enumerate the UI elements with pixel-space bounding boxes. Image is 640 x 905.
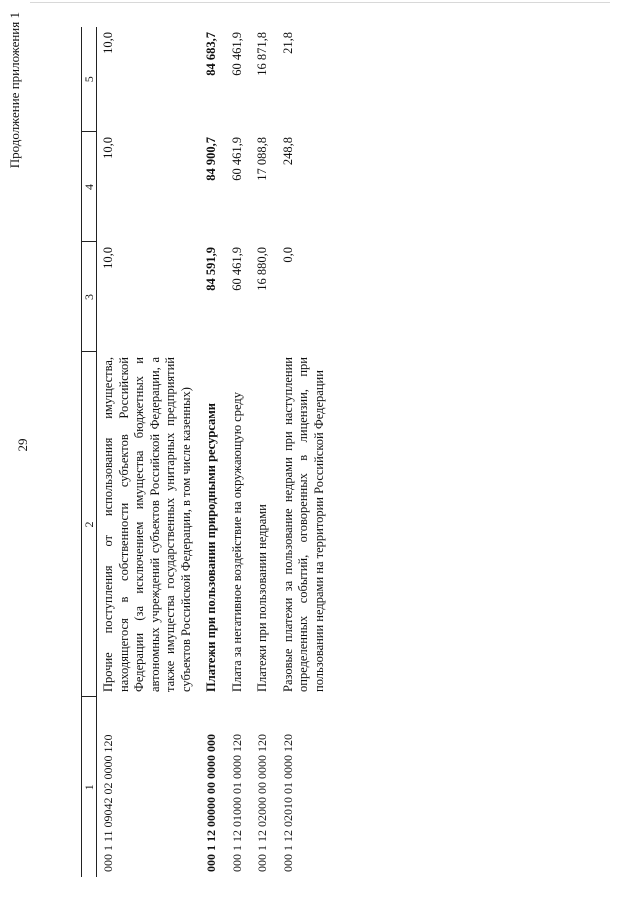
column-header: 1 xyxy=(82,697,97,877)
rotated-sheet xyxy=(7,0,633,905)
value-col3-cell: 0,0 xyxy=(280,247,295,263)
value-col5-cell: 16 871,8 xyxy=(255,32,269,76)
value-col5-cell: 21,8 xyxy=(280,32,295,54)
budget-code-cell: 000 1 12 02000 00 0000 120 xyxy=(255,734,269,872)
value-col3-cell: 84 591,9 xyxy=(204,247,218,291)
revenue-table xyxy=(81,27,333,877)
continuation-header: Продолжение приложения 1 xyxy=(7,12,22,169)
value-col3-cell: 16 880,0 xyxy=(255,247,269,291)
description-cell: Плата за негативное воздействие на окружающую среду xyxy=(229,392,244,692)
budget-code-cell: 000 1 12 00000 00 0000 000 xyxy=(204,734,218,872)
value-col4-cell: 84 900,7 xyxy=(204,137,218,181)
column-header: 3 xyxy=(82,242,97,352)
value-col5-cell: 10,0 xyxy=(101,32,115,54)
value-col3-cell: 10,0 xyxy=(101,247,115,269)
description-cell: Платежи при пользовании природными ресурсами xyxy=(204,403,218,692)
table-row xyxy=(97,27,201,877)
page-number: 29 xyxy=(15,438,30,452)
table-header xyxy=(82,27,97,877)
value-col3-cell: 60 461,9 xyxy=(229,247,244,291)
table-row xyxy=(277,27,334,877)
value-col5-cell: 60 461,9 xyxy=(229,32,244,76)
budget-code-cell: 000 1 12 01000 01 0000 120 xyxy=(229,734,244,872)
description-cell: Разовые платежи за пользование недрами при наступлении определенных событий, оговоренных в лицензии, при пользовании недрами на территории Российской Федерации xyxy=(280,357,326,692)
description-cell: Прочие поступления от использования имущества, находящегося в собственности субъектов Российской Федерации (за исключением имущества бюджетных и автономных учреждений субъектов Российской Федерации, а также имущества государственных унитарных предприятий субъектов Российской Федерации, в том числе казенных) xyxy=(101,357,193,692)
budget-code-cell: 000 1 12 02010 01 0000 120 xyxy=(280,734,295,872)
table-row xyxy=(251,27,277,877)
description-cell: Платежи при пользовании недрами xyxy=(255,504,269,692)
column-header: 2 xyxy=(82,352,97,697)
table-row xyxy=(200,27,226,877)
budget-code-cell: 000 1 11 09042 02 0000 120 xyxy=(101,734,115,872)
value-col4-cell: 10,0 xyxy=(101,137,115,159)
column-header: 5 xyxy=(82,27,97,132)
value-col4-cell: 248,8 xyxy=(280,137,295,166)
value-col4-cell: 60 461,9 xyxy=(229,137,244,181)
table-body xyxy=(97,27,334,877)
table-row xyxy=(226,27,252,877)
column-header: 4 xyxy=(82,132,97,242)
value-col5-cell: 84 683,7 xyxy=(204,32,218,76)
value-col4-cell: 17 088,8 xyxy=(255,137,269,181)
